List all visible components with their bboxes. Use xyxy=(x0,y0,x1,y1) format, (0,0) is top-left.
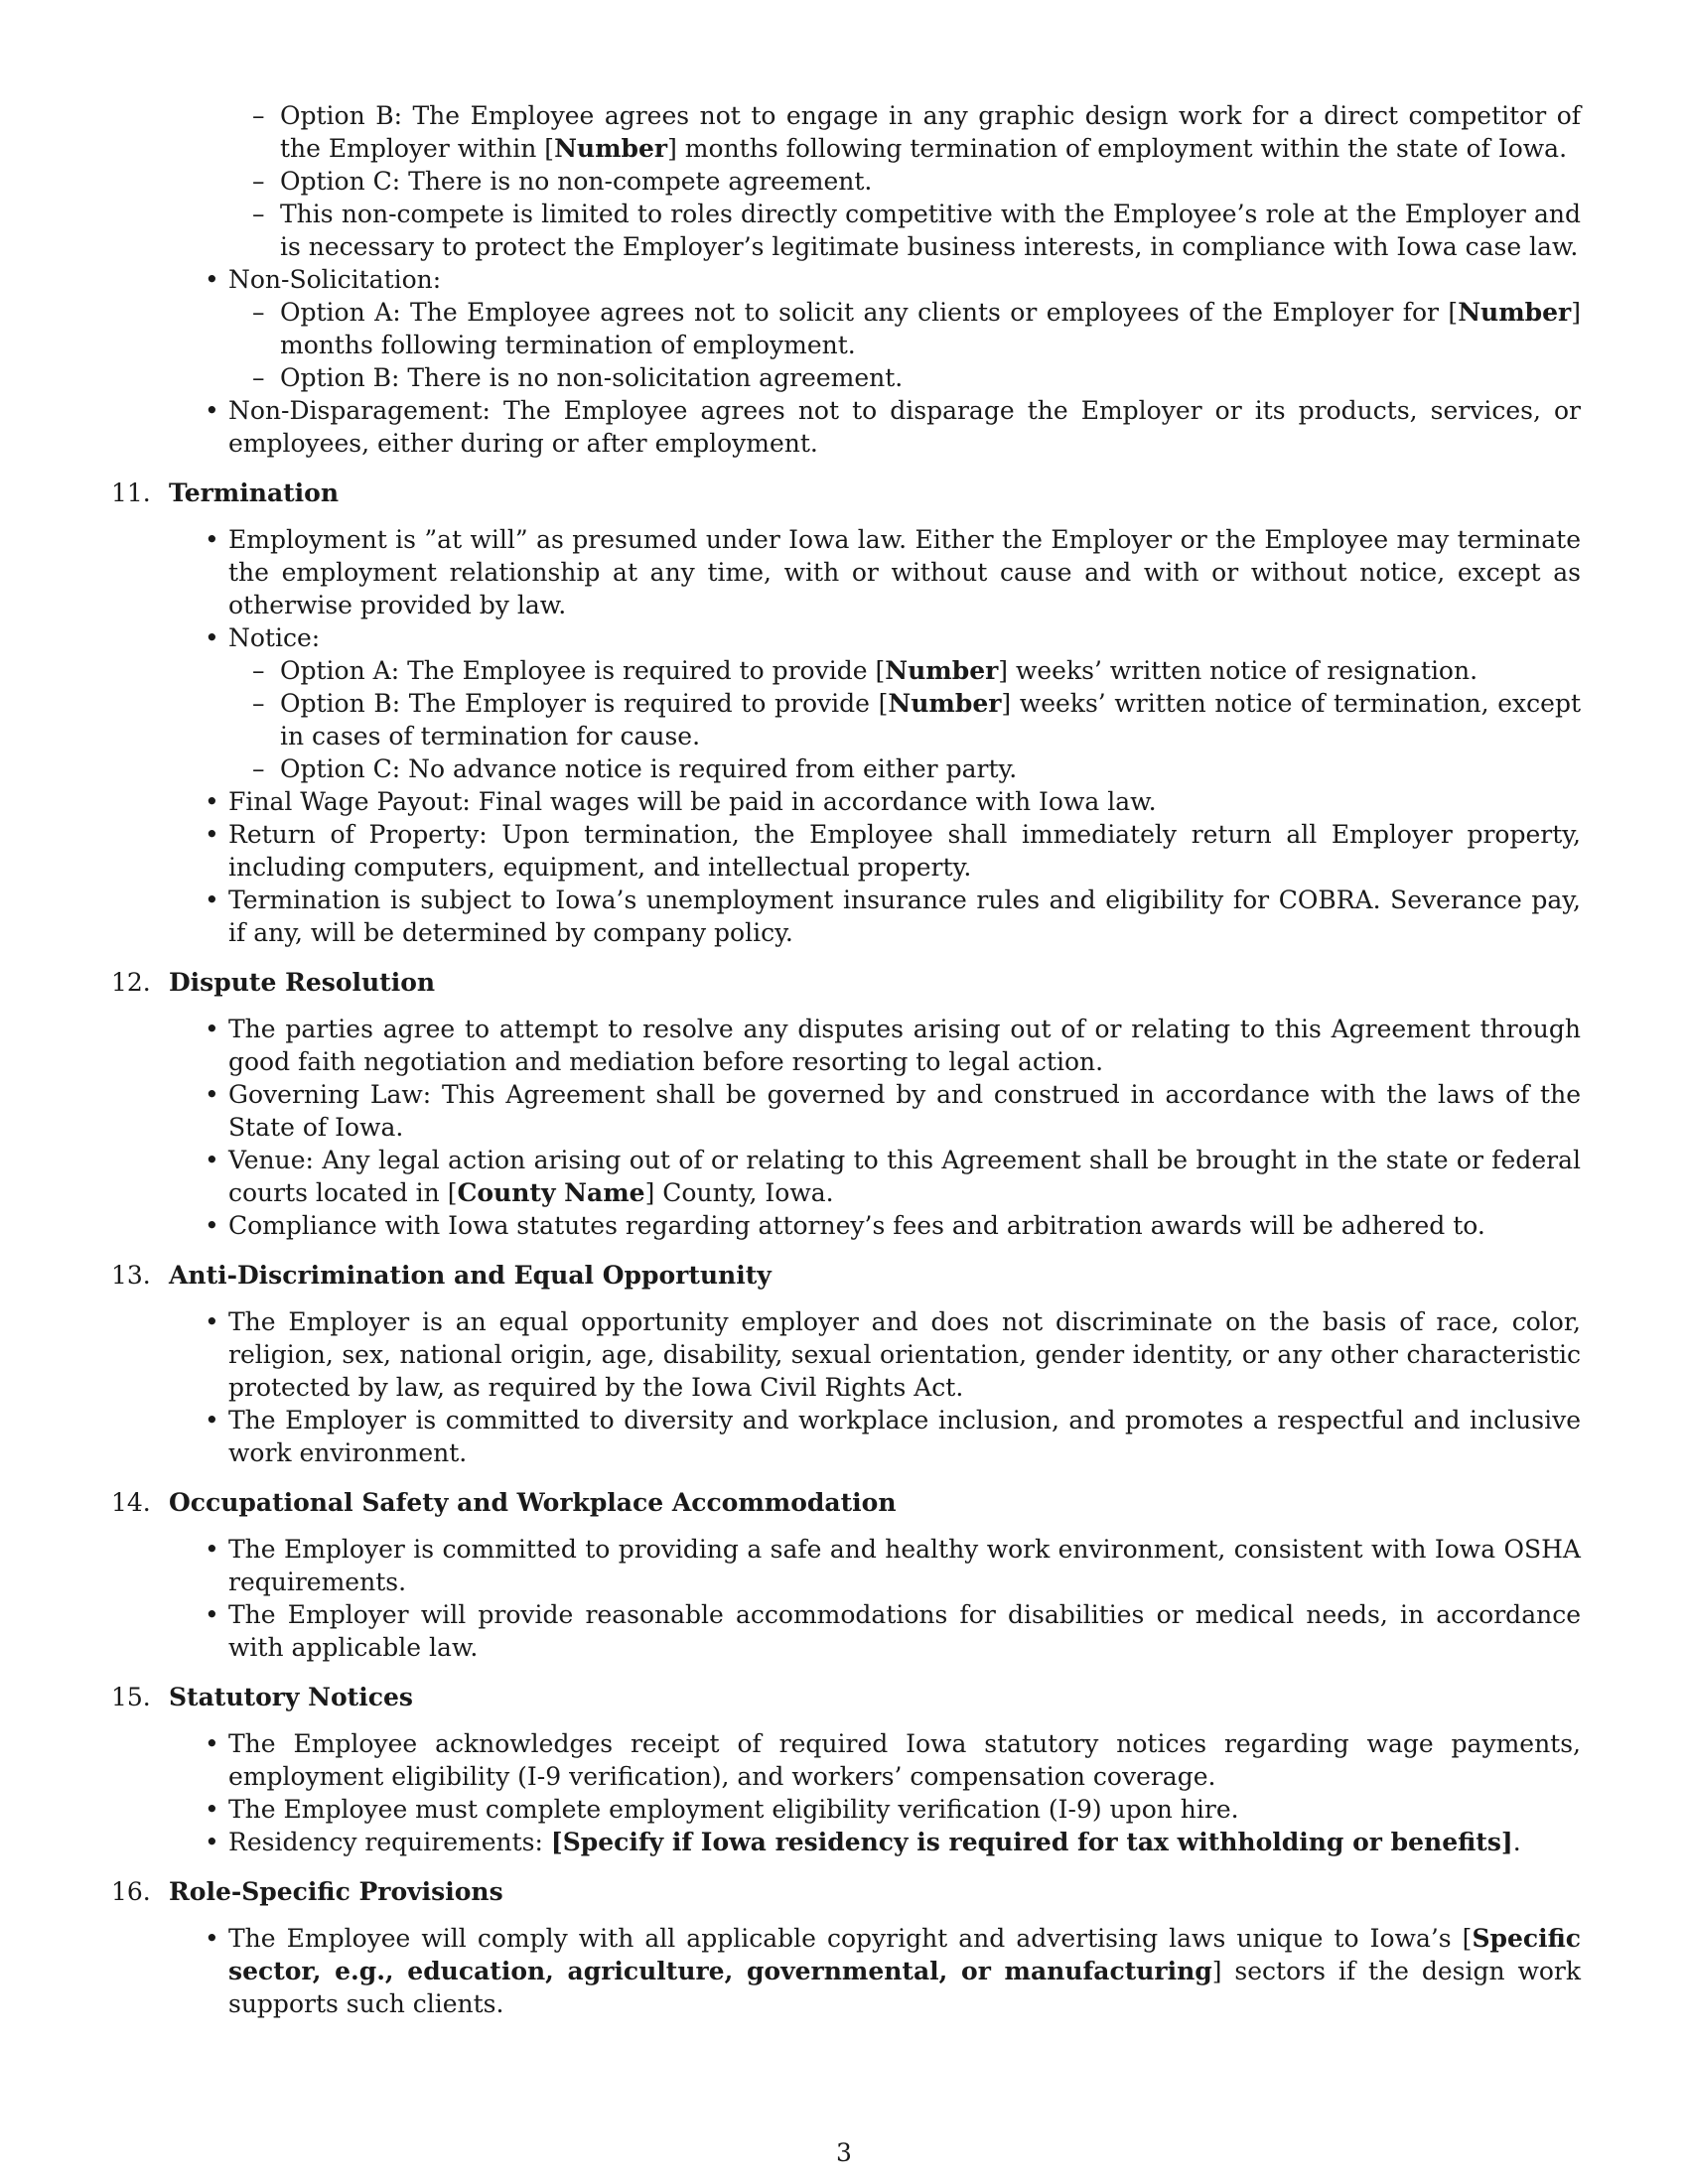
safety-item xyxy=(205,1533,1581,1598)
document-body xyxy=(111,99,1581,2020)
notice-item xyxy=(205,621,1581,654)
notice-option-b xyxy=(252,687,1582,752)
bullet-marker: • xyxy=(205,1146,219,1174)
section-heading-anti-discrimination xyxy=(111,1259,1581,1292)
compliance-item xyxy=(205,1209,1581,1242)
section-number: 12. xyxy=(111,968,151,997)
bullet-marker: • xyxy=(205,1828,219,1856)
text: ] weeks’ written notice of resignation. xyxy=(998,656,1478,685)
text: Option B: There is no non-solicitation agreement. xyxy=(280,363,904,392)
unemployment-item xyxy=(205,884,1581,949)
notice-option-a xyxy=(252,654,1581,687)
return-property-item xyxy=(205,818,1581,884)
text: The parties agree to attempt to resolve any disputes arising out of or relating to this Agreement through good faith negotiation and mediation before resorting to legal action. xyxy=(228,1015,1581,1076)
bullet-marker: • xyxy=(205,1600,219,1629)
noncompete-limitation xyxy=(252,198,1581,263)
noncompete-option-b xyxy=(252,99,1581,165)
dash-marker: – xyxy=(252,200,265,228)
governing-law-item xyxy=(205,1078,1581,1144)
text: The Employer will provide reasonable accommodations for disabilities or medical needs, in accordance with applicable law. xyxy=(228,1600,1581,1662)
bullet-marker: • xyxy=(205,1795,219,1824)
nonsolicit-option-b xyxy=(252,361,1581,394)
bullet-marker: • xyxy=(205,265,219,294)
section-title: Occupational Safety and Workplace Accommodation xyxy=(169,1488,897,1517)
text: Option B: The Employer is required to provide [ xyxy=(280,689,889,718)
dash-marker: – xyxy=(252,298,265,327)
i9-item xyxy=(205,1793,1581,1826)
text: Governing Law: This Agreement shall be governed by and construed in accordance with the laws of the State of Iowa. xyxy=(228,1080,1581,1142)
placeholder-number: Number xyxy=(554,134,668,163)
placeholder-number: Number xyxy=(1458,298,1572,327)
page-number: 3 xyxy=(836,2138,852,2167)
text: The Employer is committed to providing a safe and healthy work environment, consistent with Iowa OSHA requirements. xyxy=(228,1535,1581,1596)
notice-option-c xyxy=(252,752,1581,785)
nonsolicit-option-a xyxy=(252,296,1581,361)
text: Non-Solicitation: xyxy=(228,265,442,294)
statutory-notices-item xyxy=(205,1727,1581,1793)
text: ] months following termination of employment within the state of Iowa. xyxy=(667,134,1568,163)
text: Option C: There is no non-compete agreement. xyxy=(280,167,873,196)
nonsolicitation-item xyxy=(205,263,1581,296)
dash-marker: – xyxy=(252,363,265,392)
text: This non-compete is limited to roles directly competitive with the Employee’s role at the Employer and is necessary to protect the Employer’s legitimate business interests, in compliance with Iowa case law. xyxy=(280,200,1581,261)
bullet-marker: • xyxy=(205,1211,219,1240)
placeholder-number: Number xyxy=(888,689,1002,718)
text: The Employee acknowledges receipt of required Iowa statutory notices regarding wage payments, employment eligibility (I-9 verification), and workers’ compensation coverage. xyxy=(228,1729,1581,1791)
text: Final Wage Payout: Final wages will be paid in accordance with Iowa law. xyxy=(228,787,1157,816)
bullet-marker: • xyxy=(205,623,219,652)
at-will-item xyxy=(205,523,1581,621)
section-heading-dispute-resolution xyxy=(111,966,1581,999)
placeholder-county: County Name xyxy=(457,1178,645,1207)
text: ] months following termination of employment. xyxy=(280,298,1581,359)
text: The Employer is committed to diversity and workplace inclusion, and promotes a respectful and inclusive work environment. xyxy=(228,1406,1581,1467)
noncompete-option-c xyxy=(252,165,1581,198)
dash-marker: – xyxy=(252,754,265,783)
text: Option A: The Employee is required to provide [ xyxy=(280,656,886,685)
bullet-marker: • xyxy=(205,820,219,849)
section-title: Dispute Resolution xyxy=(169,968,436,997)
bullet-marker: • xyxy=(205,396,219,425)
section-title: Statutory Notices xyxy=(169,1683,413,1711)
bullet-marker: • xyxy=(205,1535,219,1564)
section-number: 16. xyxy=(111,1877,151,1906)
section-heading-role-specific xyxy=(111,1875,1581,1908)
section-title: Termination xyxy=(169,478,340,507)
role-specific-item xyxy=(205,1922,1581,2020)
text: The Employee must complete employment eligibility verification (I-9) upon hire. xyxy=(228,1795,1239,1824)
eeo-item xyxy=(205,1305,1581,1404)
text: Non-Disparagement: The Employee agrees not to disparage the Employer or its products, services, or employees, either during or after employment. xyxy=(228,396,1581,458)
text: Option A: The Employee agrees not to solicit any clients or employees of the Employer for [ xyxy=(280,298,1459,327)
text: Option B: The Employee agrees not to engage in any graphic design work for a direct competitor of the Employer within [ xyxy=(280,101,1581,163)
dash-marker: – xyxy=(252,101,265,130)
text: The Employer is an equal opportunity employer and does not discriminate on the basis of race, color, religion, sex, national origin, age, disability, sexual orientation, gender identity, or any other characteristic protected by law, as required by the Iowa Civil Rights Act. xyxy=(228,1307,1581,1402)
text: Residency requirements: xyxy=(228,1828,551,1856)
bullet-marker: • xyxy=(205,1015,219,1043)
bullet-marker: • xyxy=(205,1406,219,1434)
residency-item xyxy=(205,1826,1581,1858)
bullet-marker: • xyxy=(205,525,219,554)
dash-marker: – xyxy=(252,167,265,196)
text: ] weeks’ written notice of termination, except in cases of termination for cause. xyxy=(280,689,1582,751)
text: Notice: xyxy=(228,623,321,652)
bullet-marker: • xyxy=(205,1729,219,1758)
placeholder-residency: [Specify if Iowa residency is required for tax withholding or benefits] xyxy=(550,1828,1513,1856)
bullet-marker: • xyxy=(205,886,219,914)
text: Termination is subject to Iowa’s unemployment insurance rules and eligibility for COBRA. Severance pay, if any, will be determined by company policy. xyxy=(228,886,1581,947)
placeholder-number: Number xyxy=(885,656,999,685)
bullet-marker: • xyxy=(205,1080,219,1109)
dash-marker: – xyxy=(252,689,265,718)
dash-marker: – xyxy=(252,656,265,685)
diversity-item xyxy=(205,1404,1581,1469)
text: Employment is ”at will” as presumed under Iowa law. Either the Employer or the Employee may terminate the employment relationship at any time, with or without cause and with or without notice, except as otherwise provided by law. xyxy=(228,525,1581,619)
venue-item xyxy=(205,1144,1581,1209)
text: Venue: Any legal action arising out of or relating to this Agreement shall be brought in the state or federal courts located in [ xyxy=(228,1146,1581,1207)
text: . xyxy=(1512,1828,1521,1856)
section-number: 14. xyxy=(111,1488,151,1517)
section-heading-safety xyxy=(111,1486,1581,1519)
section-title: Role-Specific Provisions xyxy=(169,1877,503,1906)
section-heading-termination xyxy=(111,477,1581,509)
placeholder-sector: Specific sector, e.g., education, agriculture, governmental, or manufacturing xyxy=(228,1924,1581,1985)
text: Return of Property: Upon termination, the Employee shall immediately return all Employer property, including computers, equipment, and intellectual property. xyxy=(228,820,1581,882)
good-faith-item xyxy=(205,1013,1581,1078)
text: Compliance with Iowa statutes regarding attorney’s fees and arbitration awards will be adhered to. xyxy=(228,1211,1485,1240)
nondisparagement-item xyxy=(205,394,1581,460)
text: Option C: No advance notice is required from either party. xyxy=(280,754,1018,783)
section-title: Anti-Discrimination and Equal Opportunity xyxy=(169,1261,772,1290)
final-wage-item xyxy=(205,785,1581,818)
accommodation-item xyxy=(205,1598,1581,1664)
bullet-marker: • xyxy=(205,787,219,816)
section-heading-statutory-notices xyxy=(111,1681,1581,1713)
bullet-marker: • xyxy=(205,1924,219,1953)
text: ] County, Iowa. xyxy=(644,1178,834,1207)
bullet-marker: • xyxy=(205,1307,219,1336)
section-number: 13. xyxy=(111,1261,151,1290)
section-number: 15. xyxy=(111,1683,151,1711)
text: The Employee will comply with all applicable copyright and advertising laws unique to Iowa’s [ xyxy=(228,1924,1473,1953)
text: ] sectors if the design work supports such clients. xyxy=(228,1957,1581,2018)
section-number: 11. xyxy=(111,478,151,507)
